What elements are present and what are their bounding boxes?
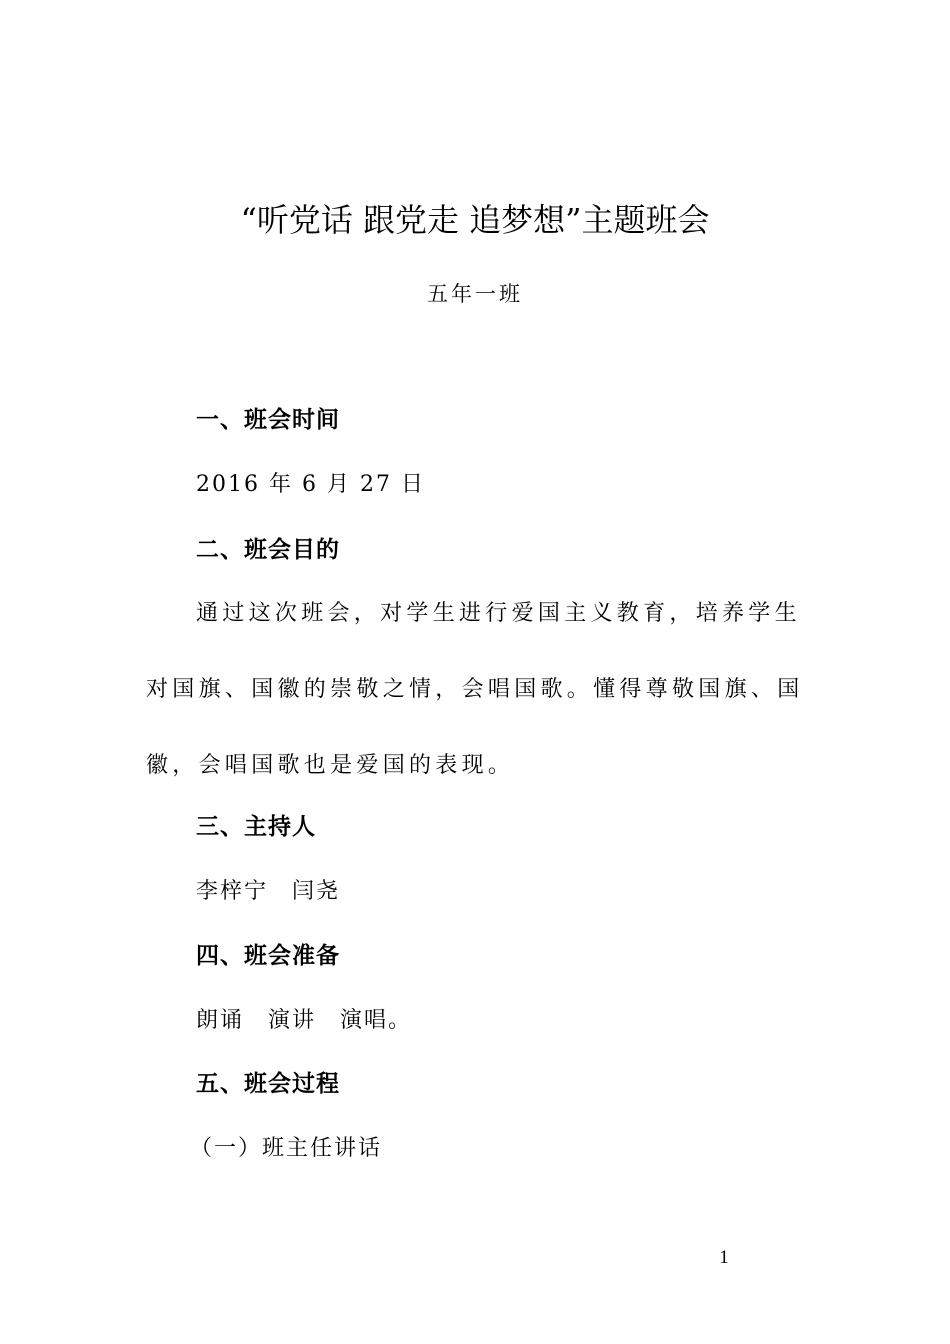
document-title: “听党话 跟党走 追梦想”主题班会	[240, 201, 710, 239]
purpose-line-3: 徽，会唱国歌也是爱国的表现。	[146, 753, 515, 778]
host-names: 李梓宁 闫尧	[196, 879, 341, 904]
process-item-1: （一）班主任讲话	[190, 1136, 383, 1161]
section-heading-preparation: 四、班会准备	[196, 943, 340, 969]
section-heading-host: 三、主持人	[196, 814, 316, 840]
section-heading-purpose: 二、班会目的	[196, 537, 340, 563]
preparation-items: 朗诵 演讲 演唱。	[196, 1008, 413, 1033]
purpose-line-2: 对国旗、国徽的崇敬之情，会唱国歌。懂得尊敬国旗、国	[146, 677, 804, 702]
purpose-line-1: 通过这次班会，对学生进行爱国主义教育，培养学生	[196, 601, 801, 626]
section-heading-time: 一、班会时间	[196, 407, 340, 433]
meeting-date: 2016 年 6 月 27 日	[196, 472, 425, 497]
page-number: 1	[719, 1247, 729, 1268]
section-heading-process: 五、班会过程	[196, 1071, 340, 1097]
document-subtitle: 五年一班	[427, 282, 523, 306]
